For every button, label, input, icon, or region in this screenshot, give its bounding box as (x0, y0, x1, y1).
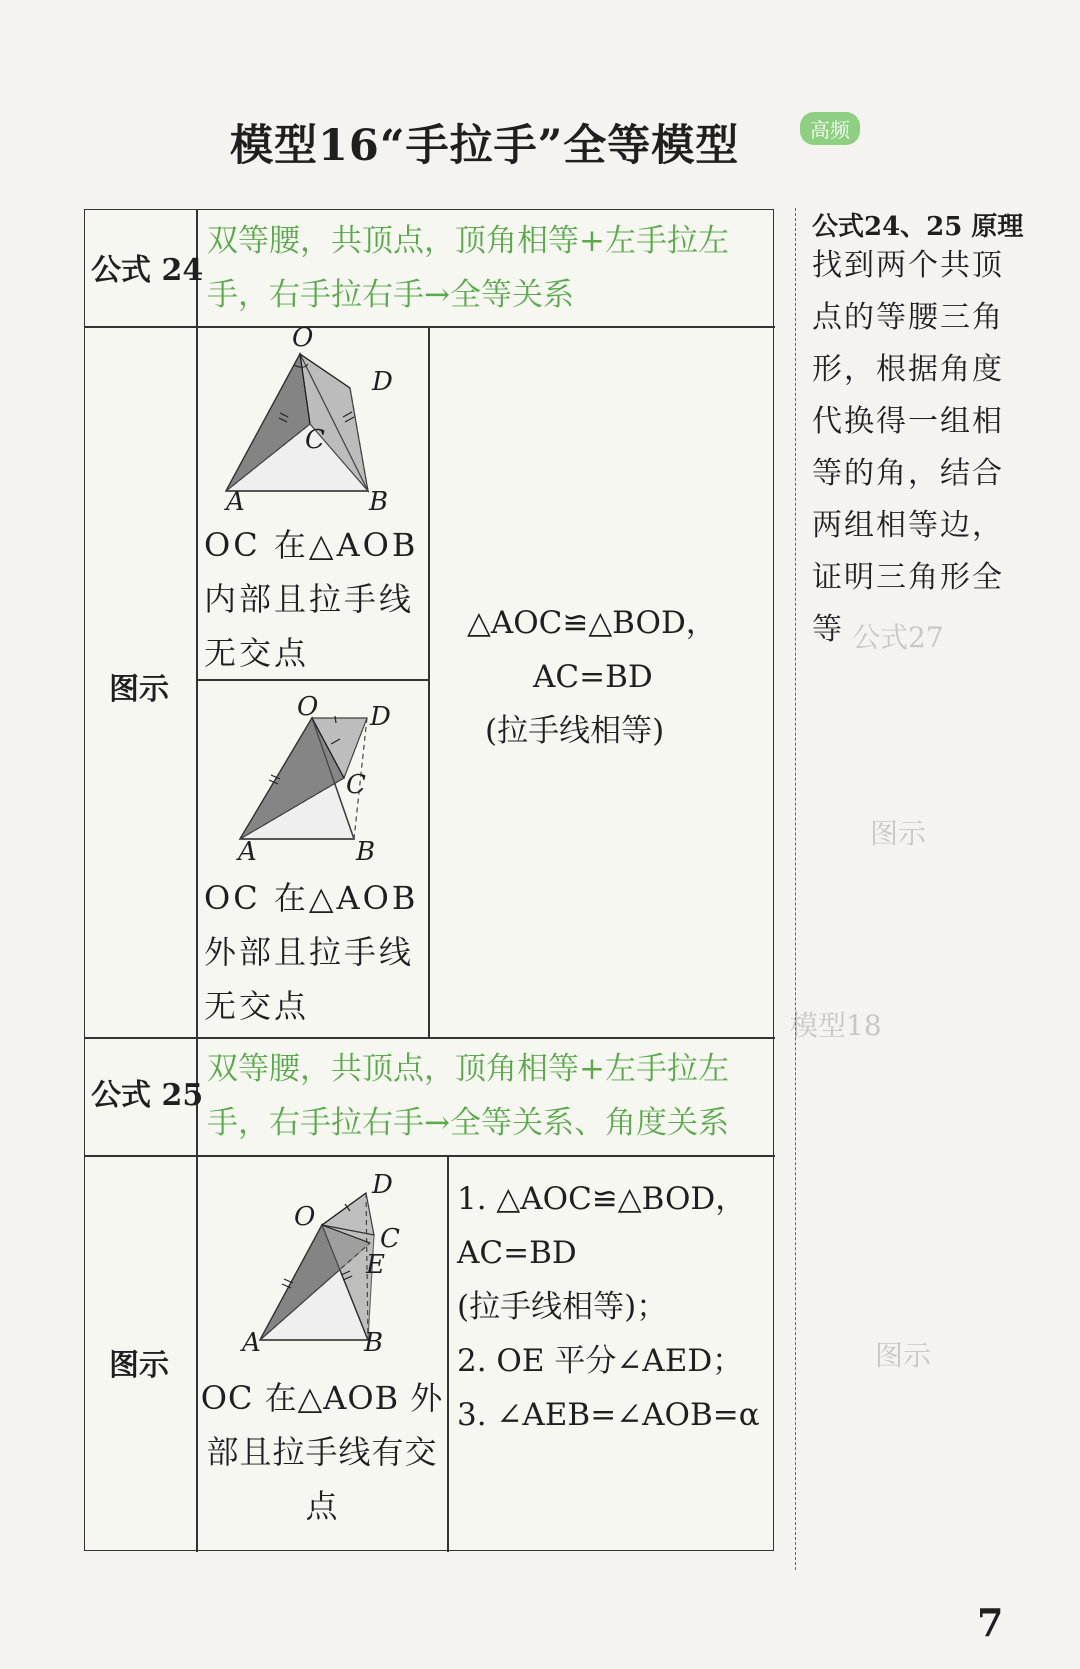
diagram-24-case-1 (196, 323, 429, 676)
point-label-a: A (238, 837, 257, 867)
sidebar-title: 公式24、25 原理 (812, 212, 1024, 242)
formula-24-label: 公式 24 (91, 253, 204, 288)
page-title: 模型16“手拉手”全等模型 (230, 121, 740, 171)
faint-bleed-text-3: 模型18 (790, 1009, 882, 1042)
diagram-24-case-2 (196, 679, 429, 1035)
point-label-d: D (372, 1170, 393, 1200)
formula-25-label: 公式 25 (91, 1078, 204, 1113)
point-label-o: O (297, 692, 319, 722)
case-1-description: OC 在△AOB 内部且拉手线无交点 (204, 526, 419, 672)
point-label-d: D (370, 702, 391, 732)
point-label-c: C (380, 1224, 400, 1254)
point-label-b: B (364, 1328, 384, 1358)
diagram-25 (196, 1155, 448, 1550)
point-label-c: C (346, 770, 366, 800)
sidebar-divider (795, 208, 796, 1570)
point-label-d: D (372, 367, 393, 397)
point-label-b: B (356, 837, 376, 867)
high-frequency-badge: 高频 (800, 112, 860, 145)
point-label-o: O (292, 323, 314, 353)
formula-25-text: 双等腰，共顶点，顶角相等+左手拉左手，右手拉右手→全等关系、角度关系 (207, 1051, 729, 1141)
formula-25-result-line-5: 3. ∠AEB=∠AOB=α (457, 1397, 760, 1433)
point-label-o: O (294, 1202, 316, 1232)
case-2-description: OC 在△AOB 外部且拉手线无交点 (204, 879, 419, 1025)
formula-24-result-line-1: △AOC≌△BOD， (467, 605, 717, 641)
faint-bleed-text-1: 公式27 (852, 621, 944, 654)
point-label-e: E (366, 1250, 385, 1280)
formula-25-result-line-4: 2. OE 平分∠AED； (457, 1343, 744, 1379)
formula-24-text: 双等腰，共顶点，顶角相等+左手拉左手，右手拉右手→全等关系 (207, 223, 729, 313)
point-label-c: C (305, 425, 325, 455)
formula-25-result-line-2: AC=BD (457, 1235, 577, 1271)
formula-24-result-line-2: AC=BD (533, 659, 653, 695)
point-label-a: A (242, 1328, 261, 1358)
formula-25-figure-label: 图示 (109, 1348, 169, 1383)
formula-24-result-line-3: (拉手线相等) (485, 713, 665, 749)
table-row-divider-1 (85, 326, 775, 328)
point-label-b: B (369, 487, 389, 517)
faint-bleed-text-4: 图示 (875, 1339, 932, 1372)
point-label-a: A (226, 487, 245, 517)
formula-25-result-line-1: 1. △AOC≌△BOD， (457, 1181, 747, 1217)
formula-24-figure-label: 图示 (109, 672, 169, 707)
sidebar-text: 找到两个共顶点的等腰三角形，根据角度代换得一组相等的角，结合两组相等边，证明三角形全等 (812, 248, 1004, 647)
formula-25-case-description: OC 在△AOB 外部且拉手线有交点 (200, 1379, 444, 1525)
page-number: 7 (977, 1600, 1004, 1645)
table-row-divider-2 (85, 1037, 775, 1039)
main-table (84, 209, 774, 1551)
faint-bleed-text-2: 图示 (870, 817, 927, 850)
formula-25-result-line-3: (拉手线相等)； (457, 1289, 668, 1325)
